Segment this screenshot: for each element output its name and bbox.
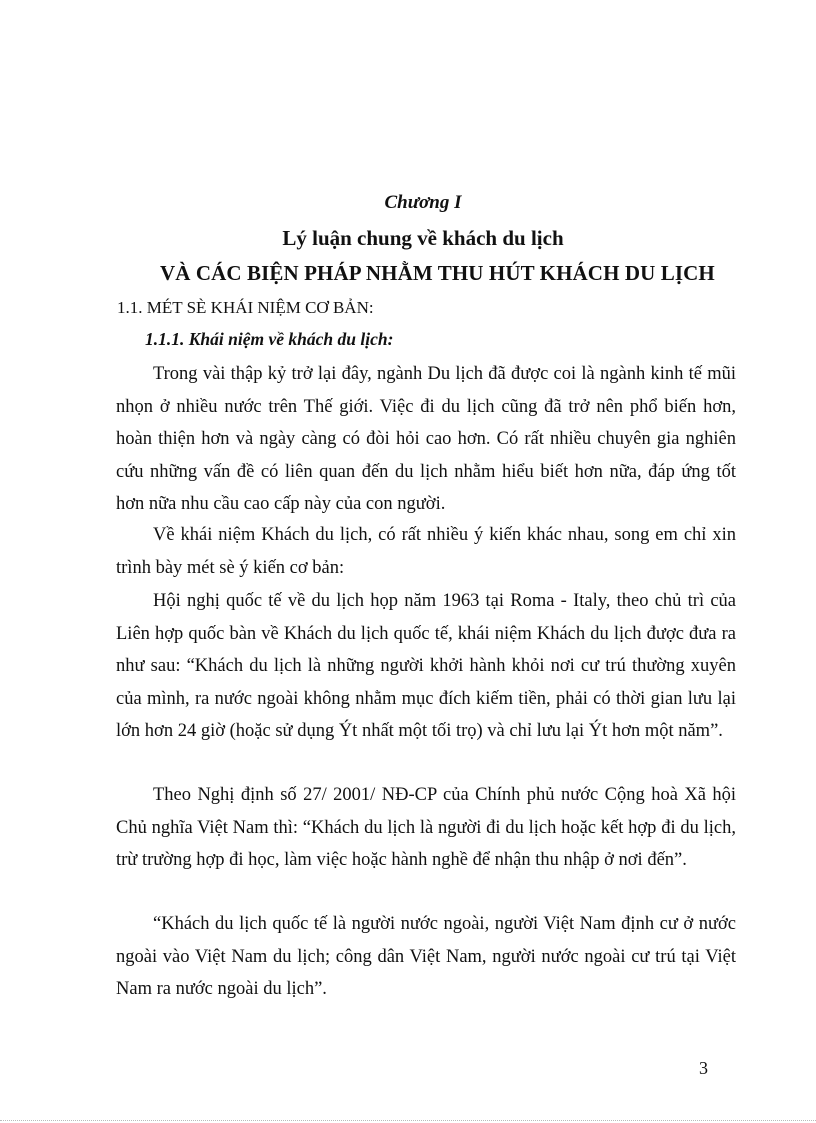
paragraph-text: Theo Nghị định số 27/ 2001/ NĐ-CP của Chính phủ nước Cộng hoà Xã hội Chủ nghĩa Việt Nam thì: “Khách du lịch là người đi du lịch hoặc kết hợp đi du lịch, trừ trường hợp đi học, làm việc hoặc hành nghề để nhận thu nhập ở nơi đến”. — [116, 785, 736, 871]
chapter-title: Lý luận chung về khách du lịch — [282, 226, 564, 250]
paragraph — [116, 779, 736, 877]
paragraph-text: “Khách du lịch quốc tế là người nước ngoài, người Việt Nam định cư ở nước ngoài vào Việt Nam du lịch; công dân Việt Nam, người nước ngoài cư trú tại Việt Nam ra nước ngoài du lịch”. — [116, 914, 736, 1000]
page-number: 3 — [699, 1058, 708, 1078]
chapter-label: Chương I — [384, 192, 462, 213]
paragraph-text: Trong vài thập kỷ trở lại đây, ngành Du lịch đã được coi là ngành kinh tế mũi nhọn ở nhiều nước trên Thế giới. Việc đi du lịch cũng đã trở nên phổ biến hơn, hoàn thiện hơn và ngày càng có đòi hỏi cao hơn. Có rất nhiều chuyên gia nghiên cứu những vấn đề có liên quan đến du lịch nhằm hiểu biết hơn nữa, đáp ứng tốt hơn nữa nhu cầu cao cấp này của con người. — [116, 364, 736, 515]
section-heading: 1.1. MÉT SÈ KHÁI NIỆM CƠ BẢN: — [117, 298, 374, 317]
paragraph-text: Về khái niệm Khách du lịch, có rất nhiều ý kiến khác nhau, song em chỉ xin trình bày mét sè ý kiến cơ bản: — [116, 525, 736, 578]
subsection-heading: 1.1.1. Khái niệm về khách du lịch: — [145, 329, 394, 349]
chapter-subtitle: VÀ CÁC BIỆN PHÁP NHẰM THU HÚT KHÁCH DU LỊCH — [160, 261, 715, 285]
paragraph — [116, 585, 736, 748]
paragraph — [116, 519, 736, 584]
paragraph-text: Hội nghị quốc tế về du lịch họp năm 1963 tại Roma - Italy, theo chủ trì của Liên hợp quốc bàn về Khách du lịch quốc tế, khái niệm Khách du lịch được đưa ra như sau: “Khách du lịch là những người khởi hành khỏi nơi cư trú thường xuyên của mình, ra nước ngoài không nhằm mục đích kiếm tiền, phải có thời gian lưu lại lớn hơn 24 giờ (hoặc sử dụng Ýt nhất một tối trọ) và chỉ lưu lại Ýt hơn một năm”. — [116, 591, 736, 742]
paragraph — [116, 358, 736, 521]
footer-divider — [0, 1120, 816, 1121]
paragraph — [116, 908, 736, 1006]
